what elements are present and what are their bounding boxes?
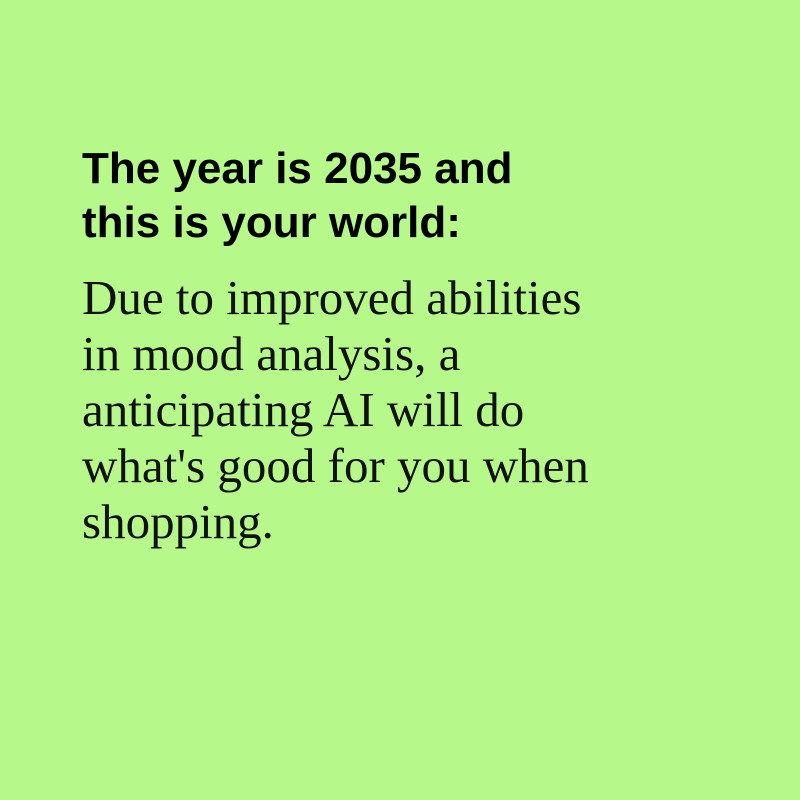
body-line: anticipating AI will do bbox=[82, 382, 525, 437]
body-line: in mood analysis, a bbox=[82, 326, 461, 381]
body-line: what's good for you when bbox=[82, 438, 589, 493]
body-line: shopping. bbox=[82, 494, 274, 549]
body-paragraph bbox=[82, 270, 722, 550]
body-line: Due to improved abilities bbox=[82, 270, 582, 325]
headline-line: this is your world: bbox=[82, 198, 461, 247]
headline bbox=[82, 142, 722, 250]
quote-card bbox=[82, 142, 722, 550]
headline-line: The year is 2035 and bbox=[82, 144, 513, 193]
